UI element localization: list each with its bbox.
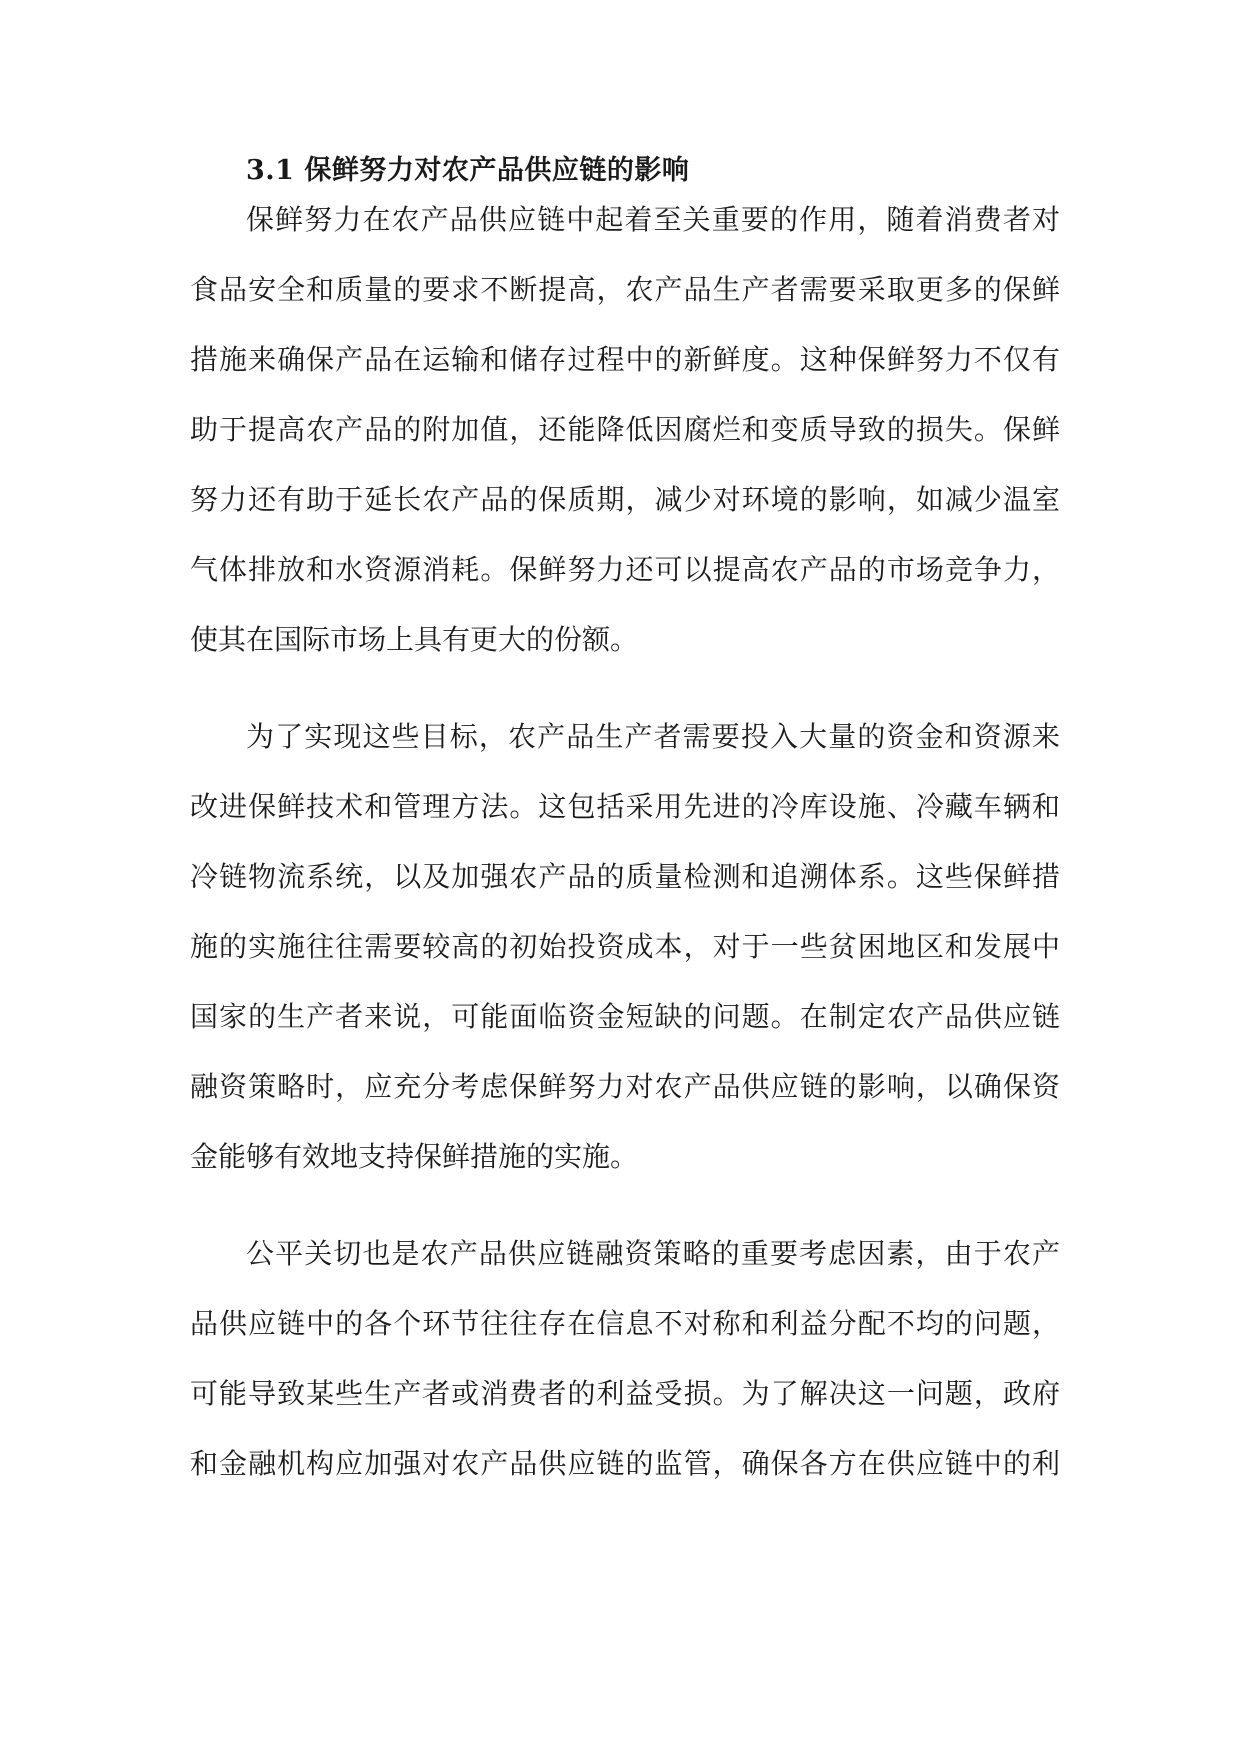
text-line: 可能导致某些生产者或消费者的利益受损。为了解决这一问题，政府 [190,1377,1060,1410]
text-line: 保鲜努力在农产品供应链中起着至关重要的作用，随着消费者对 [246,203,1060,236]
section-heading: 3.1 保鲜努力对农产品供应链的影响 [246,155,690,186]
text-line: 品供应链中的各个环节往往存在信息不对称和利益分配不均的问题， [190,1307,1060,1340]
text-line: 气体排放和水资源消耗。保鲜努力还可以提高农产品的市场竞争力， [190,553,1060,586]
text-line: 和金融机构应加强对农产品供应链的监管，确保各方在供应链中的利 [190,1447,1060,1480]
text-line: 公平关切也是农产品供应链融资策略的重要考虑因素，由于农产 [246,1237,1060,1270]
paragraph-investment [190,702,1060,1192]
paragraph-fairness-concern [190,1219,1060,1499]
text-line: 冷链物流系统，以及加强农产品的质量检测和追溯体系。这些保鲜措 [190,860,1060,893]
text-line: 金能够有效地支持保鲜措施的实施。 [190,1140,639,1173]
text-line: 食品安全和质量的要求不断提高，农产品生产者需要采取更多的保鲜 [190,273,1060,306]
text-line: 措施来确保产品在运输和储存过程中的新鲜度。这种保鲜努力不仅有 [190,343,1060,376]
text-line: 改进保鲜技术和管理方法。这包括采用先进的冷库设施、冷藏车辆和 [190,790,1060,823]
text-line: 施的实施往往需要较高的初始投资成本，对于一些贫困地区和发展中 [190,930,1060,963]
text-line: 助于提高农产品的附加值，还能降低因腐烂和变质导致的损失。保鲜 [190,413,1060,446]
paragraph-freshness-effort [190,185,1060,675]
text-line: 使其在国际市场上具有更大的份额。 [190,623,639,656]
text-line: 融资策略时，应充分考虑保鲜努力对农产品供应链的影响，以确保资 [190,1070,1060,1103]
text-line: 努力还有助于延长农产品的保质期，减少对环境的影响，如减少温室 [190,483,1060,516]
text-line: 为了实现这些目标，农产品生产者需要投入大量的资金和资源来 [246,720,1060,753]
text-line: 国家的生产者来说，可能面临资金短缺的问题。在制定农产品供应链 [190,1000,1060,1033]
